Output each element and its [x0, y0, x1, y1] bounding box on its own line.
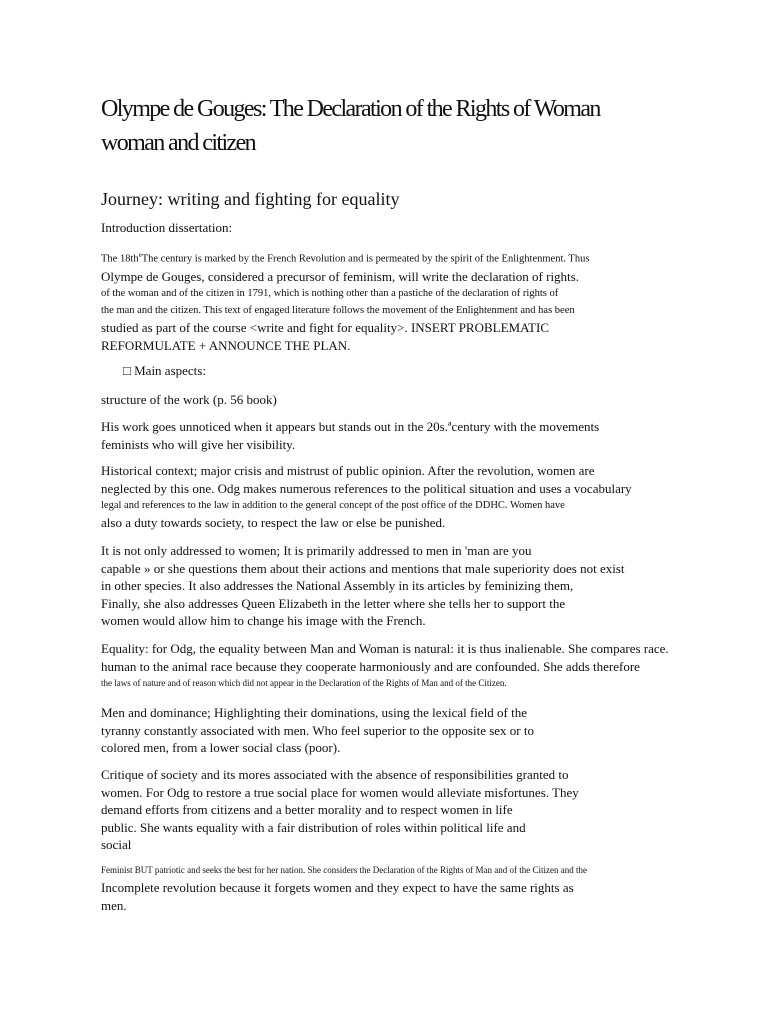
paragraph-5 — [101, 704, 721, 757]
main-aspects-item — [101, 362, 743, 380]
p6-line: Critique of society and its mores associated with the absence of responsibilities granted to — [101, 767, 569, 782]
p6-line: demand efforts from citizens and a better morality and to respect women in life — [101, 802, 513, 817]
p7-line: Feminist BUT patriotic and seeks the best for her nation. She considers the Declaration of the Rights of Man and of the Citizen and the — [101, 865, 587, 875]
title-line-1: Olympe de Gouges: The Declaration of the Rights of Woman — [101, 96, 600, 122]
paragraph-6 — [101, 766, 721, 854]
p3-line: capable » or she questions them about their actions and mentions that male superiority does not exist — [101, 560, 625, 576]
paragraph-3 — [101, 542, 721, 630]
main-aspects-line — [123, 362, 743, 380]
p2-line: Historical context; major crisis and mistrust of public opinion. After the revolution, women are — [101, 463, 595, 478]
p3-line: Finally, she also addresses Queen Elizabeth in the letter where she tells her to support the — [101, 595, 566, 611]
p6-line: social — [101, 837, 132, 852]
paragraph-7 — [101, 862, 721, 914]
p2-line: legal and references to the law in addition to the general concept of the post office of the DDHC. Women have — [101, 500, 565, 511]
structure-text: structure of the work (p. 56 book) — [101, 392, 277, 407]
p1-line: His work goes unnoticed when it appears but stands out in the 20s.ªcentury with the movements — [101, 419, 600, 434]
checkbox-icon: □ — [123, 363, 131, 378]
intro-label-text: Introduction dissertation: — [101, 220, 233, 235]
section-heading: Journey: writing and fighting for equality — [101, 189, 400, 209]
p6-line: women. For Odg to restore a true social place for women would alleviate misfortunes. They — [101, 784, 579, 800]
p1-line: feminists who will give her visibility. — [101, 436, 296, 452]
intro-line-3: of the woman and of the citizen in 1791, which is nothing other than a pastiche of the declaration of rights of — [101, 288, 559, 299]
paragraph-4 — [101, 640, 721, 692]
title-line-2: woman and citizen — [101, 130, 256, 156]
document-title — [101, 92, 701, 160]
p4-line: Equality: for Odg, the equality between Man and Woman is natural: it is thus inalienable. She compares race. — [101, 641, 669, 656]
paragraph-1 — [101, 418, 721, 453]
p7-line: Incomplete revolution because it forgets women and they expect to have the same rights as — [101, 880, 574, 895]
intro-line-1-prefix: The 18th — [101, 253, 139, 265]
intro-line-4: the man and the citizen. This text of engaged literature follows the movement of the Enlightenment and has been — [101, 305, 575, 316]
p7-line: men. — [101, 897, 127, 913]
p2-line: neglected by this one. Odg makes numerous references to the political situation and uses a vocabulary — [101, 480, 632, 496]
p4-line: the laws of nature and of reason which did not appear in the Declaration of the Rights of Man and of the Citizen. — [101, 678, 507, 688]
intro-line-2: Olympe de Gouges, considered a precursor of feminism, will write the declaration of rights. — [101, 268, 579, 284]
intro-line-1-rest: The century is marked by the French Revolution and is permeated by the spirit of the Enlightenment. Thus — [141, 253, 590, 265]
p6-line: public. She wants equality with a fair distribution of roles within political life and — [101, 819, 526, 835]
intro-line-5: studied as part of the course <write and fight for equality>. INSERT PROBLEMATIC — [101, 320, 549, 335]
p3-line: It is not only addressed to women; It is primarily addressed to men in 'man are you — [101, 543, 532, 558]
p4-line: human to the animal race because they cooperate harmoniously and are confounded. She adds therefore — [101, 658, 640, 674]
intro-label — [101, 219, 721, 237]
intro-paragraph — [101, 247, 721, 354]
intro-line-1-sup: e — [138, 251, 142, 259]
main-aspects-label: Main aspects: — [134, 363, 206, 378]
p3-line: women would allow him to change his image with the French. — [101, 613, 426, 628]
p5-line: tyranny constantly associated with men. Who feel superior to the opposite sex or to — [101, 722, 534, 738]
intro-line-6: REFORMULATE + ANNOUNCE THE PLAN. — [101, 337, 351, 353]
p3-line: in other species. It also addresses the National Assembly in its articles by feminizing them, — [101, 578, 574, 593]
p2-line: also a duty towards society, to respect the law or else be punished. — [101, 515, 446, 530]
paragraph-2 — [101, 462, 721, 532]
intro-line-1 — [101, 247, 721, 268]
p5-line: Men and dominance; Highlighting their dominations, using the lexical field of the — [101, 705, 528, 720]
structure-line — [101, 391, 721, 409]
p5-line: colored men, from a lower social class (poor). — [101, 740, 341, 755]
